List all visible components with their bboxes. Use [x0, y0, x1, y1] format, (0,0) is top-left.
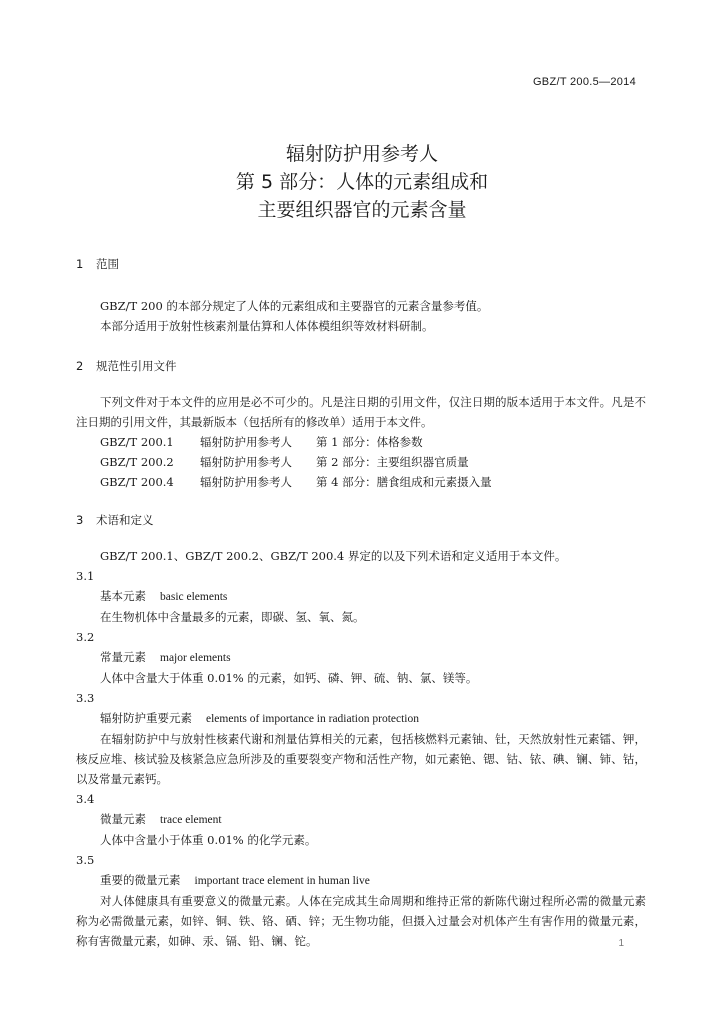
paragraph: GBZ/T 200.1、GBZ/T 200.2、GBZ/T 200.4 界定的以及下列术语和定义适用于本文件。	[100, 549, 567, 563]
ref-name: 辐射防护用参考人	[200, 455, 292, 469]
clause-number: 3.5	[76, 853, 95, 867]
ref-code: GBZ/T 200.2	[100, 455, 174, 469]
ref-name: 辐射防护用参考人	[200, 475, 292, 489]
term-zh: 基本元素	[100, 589, 146, 603]
ref-name: 辐射防护用参考人	[200, 435, 292, 449]
ref-code: GBZ/T 200.4	[100, 475, 174, 489]
section-number: 3	[76, 513, 84, 527]
section-2-heading	[76, 358, 646, 374]
paragraph: 本部分适用于放射性核素剂量估算和人体体模组织等效材料研制。	[100, 319, 434, 333]
section-number: 1	[76, 257, 84, 271]
title-line-3: 主要组织器官的元素含量	[257, 199, 467, 221]
page-number: 1	[618, 938, 624, 949]
section-title: 范围	[96, 257, 119, 271]
term-entry	[76, 566, 646, 627]
term-en: major elements	[160, 652, 231, 664]
ref-part: 第 1 部分：体格参数	[316, 435, 423, 449]
document-title	[0, 140, 724, 224]
term-definition: 在辐射防护中与放射性核素代谢和剂量估算相关的元素，包括核燃料元素铀、钍，天然放射性元素镭、钾，核反应堆、核试验及核紧急应急所涉及的重要裂变产物和活性产物，如元素铯、锶、钴、铱、碘、镧、铈、钴，以及常量元素钙。	[76, 732, 646, 786]
term-heading	[76, 809, 646, 830]
normative-reference	[76, 472, 646, 492]
ref-code: GBZ/T 200.1	[100, 435, 174, 449]
term-entry	[76, 627, 646, 688]
term-heading	[76, 870, 646, 891]
section-1-heading	[76, 256, 646, 272]
title-line-2: 第 5 部分：人体的元素组成和	[235, 171, 489, 193]
section-title: 术语和定义	[96, 513, 154, 527]
term-heading	[76, 708, 646, 729]
clause-number: 3.4	[76, 792, 95, 806]
paragraph: 下列文件对于本文件的应用是必不可少的。凡是注日期的引用文件，仅注日期的版本适用于本文件。凡是不注日期的引用文件，其最新版本（包括所有的修改单）适用于本文件。	[76, 395, 646, 429]
term-heading	[76, 586, 646, 607]
term-zh: 辐射防护重要元素	[100, 711, 192, 725]
term-definition: 在生物机体中含量最多的元素，即碳、氢、氧、氮。	[100, 610, 365, 624]
term-definition: 人体中含量大于体重 0.01% 的元素，如钙、磷、钾、硫、钠、氯、镁等。	[100, 671, 478, 685]
section-title: 规范性引用文件	[96, 359, 177, 373]
standard-code: GBZ/T 200.5—2014	[532, 76, 636, 88]
section-number: 2	[76, 359, 84, 373]
term-heading	[76, 647, 646, 668]
term-definition: 对人体健康具有重要意义的微量元素。人体在完成其生命周期和维持正常的新陈代谢过程所必需的微量元素称为必需微量元素，如锌、铜、铁、铬、硒、锌；无生物功能，但摄入过量会对机体产生有害作用的微量元素，称有害微量元素，如砷、汞、镉、铅、镧、铊。	[76, 894, 646, 948]
term-en: elements of importance in radiation protection	[206, 713, 419, 725]
clause-number: 3.3	[76, 691, 95, 705]
term-definition: 人体中含量小于体重 0.01% 的化学元素。	[100, 833, 317, 847]
term-zh: 微量元素	[100, 812, 146, 826]
title-line-1: 辐射防护用参考人	[285, 143, 438, 165]
clause-number: 3.2	[76, 630, 95, 644]
term-entry	[76, 688, 646, 789]
term-entry	[76, 850, 646, 951]
term-entry	[76, 789, 646, 850]
document-body	[76, 256, 646, 951]
term-en: trace element	[160, 814, 222, 826]
section-3-heading	[76, 512, 646, 528]
term-zh: 常量元素	[100, 650, 146, 664]
normative-reference	[76, 452, 646, 472]
ref-part: 第 4 部分：膳食组成和元素摄入量	[316, 475, 492, 489]
normative-reference	[76, 432, 646, 452]
clause-number: 3.1	[76, 569, 95, 583]
term-en: important trace element in human live	[194, 875, 370, 887]
term-en: basic elements	[160, 591, 228, 603]
term-zh: 重要的微量元素	[100, 873, 181, 887]
ref-part: 第 2 部分：主要组织器官质量	[316, 455, 469, 469]
paragraph: GBZ/T 200 的本部分规定了人体的元素组成和主要器官的元素含量参考值。	[100, 299, 489, 313]
